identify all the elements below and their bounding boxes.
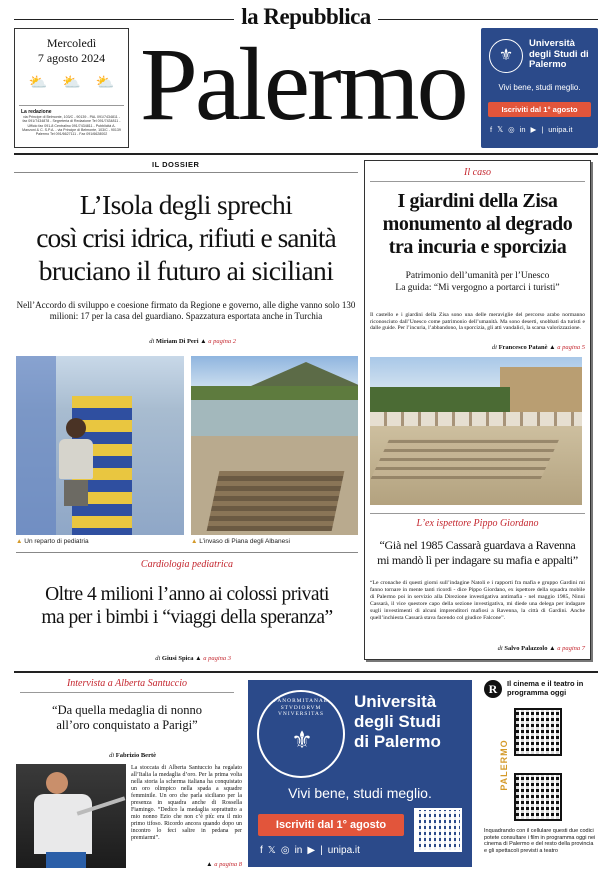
- ad-top-cta-button[interactable]: Iscriviti dal 1° agosto: [488, 102, 591, 117]
- dossier-summary: Nell’Accordo di sviluppo e coesione firmato da Regione e governo, alle dighe vanno solo 130 milioni: 17 per la casa del guardiano. Spazzatura esportata anche in Turchia: [16, 300, 356, 321]
- photo-pediatria: [16, 356, 184, 535]
- zisa-subhead-2: La guida: “Mi vergogno a portarci i turisti”: [395, 283, 560, 293]
- ad-big-university-name: Università degli Studi di Palermo: [354, 692, 441, 751]
- ad-big-site[interactable]: unipa.it: [327, 845, 360, 856]
- giordano-headline-line-1: “Già nel 1985 Cassarà guardava a Ravenna: [379, 538, 576, 552]
- cinema-vertical-label: PALERMO: [499, 739, 509, 791]
- giordano-headline: [364, 538, 591, 567]
- giordano-headline-line-2: mi mandò lì per indagare su mafia e appalti”: [377, 552, 578, 567]
- ad-top-site[interactable]: unipa.it: [548, 125, 573, 134]
- zisa-headline-line-1: I giardini della Zisa: [397, 190, 558, 212]
- cinema-logo-icon: R: [484, 680, 502, 698]
- zisa-body: Il castello e i giardini della Zisa sono una delle meraviglie del percorso arabo normanno riconosciuto dall’Unesco come patrimonio dell’umanità. Ma sono deserti, snobbati da turisti e dalle guide. Per l’incuria, l’abbandono, la sporcizia, gli atti vandalici, la scarsa valorizzazione.: [370, 312, 585, 332]
- dossier-headline: [10, 188, 362, 287]
- cardiologia-headline-line-1: Oltre 4 milioni l’anno ai colossi privati: [45, 584, 329, 605]
- dossier-headline-line-2: così crisi idrica, rifiuti e sanità: [36, 222, 336, 253]
- dossier-author: Miriam Di Peri: [155, 338, 199, 345]
- photo-zisa: [370, 357, 582, 505]
- ad-big-cta-button[interactable]: Iscriviti dal 1° agosto: [258, 814, 404, 836]
- weekday: Mercoledì: [46, 36, 97, 50]
- dossier-byline: di Miriam Di Peri ▲ a pagina 2: [149, 338, 236, 345]
- photo-santuccio: [16, 764, 126, 868]
- cardiologia-author: Giusi Spica: [161, 655, 194, 662]
- cinema-qr-code-icon[interactable]: [514, 708, 562, 756]
- big-linkedin-icon[interactable]: in: [294, 845, 303, 856]
- cardiologia-page-ref[interactable]: a pagina 3: [203, 655, 231, 662]
- dossier-page-ref[interactable]: a pagina 2: [208, 338, 236, 345]
- zisa-byline: di Francesco Patanè ▲ a pagina 5: [491, 344, 585, 351]
- zisa-headline-line-2: monumento al degrado: [382, 213, 573, 235]
- big-youtube-icon[interactable]: ▶: [307, 845, 316, 856]
- santuccio-byline: di Fabrizio Bertè: [109, 752, 156, 759]
- santuccio-headline-line-2: all’oro conquistato a Parigi”: [56, 718, 198, 732]
- santuccio-author: Fabrizio Bertè: [115, 752, 156, 759]
- seal-text: PANORMITANAE STVDIORVM VNIVERSITAS: [273, 698, 329, 717]
- ad-top-university-name: Università degli Studi di Palermo: [529, 38, 589, 70]
- masthead-rule: [14, 153, 598, 155]
- big-facebook-icon[interactable]: f: [260, 845, 263, 856]
- giordano-kicker: L’ex ispettore Pippo Giordano: [416, 518, 539, 529]
- giordano-body: “Le cronache di questi giorni sull’indagine Natoli e i rapporti fra mafia e gruppo Gardini mi fanno tornare in mente tanti ricordi - dice Pippo Giordano, ex ispettore della squadra mobile di Palermo poi in servizio alla Direzione investigativa antimafia - nel maggio 1985, Ninni Cassarà, il vice questore capo della sezione investigativa, mi diede una delega per indagare sugli investimenti di alcuni imprenditori mafiosi a Ravenna, la città di Gardini. Anche quell’inchiesta Cassarà stava facendo col giudice Falcone”.: [370, 580, 585, 621]
- redazione-text: via Principe di Belmonte, 103/C - 90139 - PAL 091/7434811 - fax 091/7434878 - Segreteria di Redazione Tel 091/7434811 - Ufficio fax 091-8 Centralino 091/7434811 - Pubblicità A. Manzoni & C. S.P.A. - via Principe di Belmonte, 103/C - 90139 Palermo Tel 091/6627111 - Fax 091/6628002: [22, 115, 121, 137]
- cardiologia-byline: di Giusi Spica ▲ a pagina 3: [155, 655, 231, 662]
- date-box: [14, 28, 129, 148]
- giordano-byline: di Salvo Palazzolo ▲ a pagina 7: [497, 645, 585, 652]
- ad-big-qr-icon[interactable]: [414, 808, 462, 852]
- big-x-icon[interactable]: 𝕏: [267, 845, 276, 856]
- weather-evening-icon: ⛅: [95, 75, 115, 91]
- santuccio-headline: [14, 703, 240, 733]
- weather-afternoon-icon: ⛅: [62, 75, 81, 91]
- santuccio-page-ref[interactable]: a pagina 8: [214, 861, 242, 868]
- date: 7 agosto 2024: [37, 51, 106, 65]
- ad-top-social-row: f 𝕏 ◎ in ▶ | unipa.it: [490, 125, 573, 134]
- santuccio-page-ref-row: ▲ a pagina 8: [206, 861, 242, 868]
- ad-big-slogan: Vivi bene, studi meglio.: [288, 785, 432, 801]
- dossier-headline-line-1: L’Isola degli sprechi: [79, 189, 293, 220]
- giordano-page-ref[interactable]: a pagina 7: [557, 645, 585, 652]
- zisa-kicker: Il caso: [464, 167, 491, 178]
- zisa-author: Francesco Patanè: [498, 344, 548, 351]
- cardiologia-headline-line-2: ma per i bimbi i “viaggi della speranza”: [41, 607, 333, 628]
- zisa-subhead: [364, 270, 591, 294]
- dossier-headline-line-3: bruciano il futuro ai siciliani: [38, 255, 334, 286]
- dossier-rule: [14, 172, 358, 173]
- youtube-icon[interactable]: ▶: [530, 125, 537, 134]
- ad-big-university[interactable]: [248, 680, 472, 867]
- santuccio-kicker: Intervista a Alberta Santuccio: [66, 678, 188, 689]
- giordano-author: Salvo Palazzolo: [504, 645, 548, 652]
- santuccio-headline-line-1: “Da quella medaglia di nonno: [52, 703, 202, 717]
- santuccio-body: La stoccata di Alberta Santuccio ha regalato all’Italia la medaglia d’oro. Per la prima volta nella storia la scherma italiana ha conquistato un oro olimpico nella spada a squadre femminile. Un oro che parla siciliano per la presenza in squadra anche di Rossella Fiamingo. “Dedico la medaglia soprattutto a mio nonno Ezio che non c’è più: era il mio primo tifoso. Ricordo ancora quando dopo un incontro lo feci salire in pedana per premiarmi”.: [131, 765, 242, 841]
- brand-rule-right: [378, 19, 598, 20]
- facebook-icon[interactable]: f: [490, 125, 493, 134]
- weather-morning-icon: ⛅: [28, 75, 48, 91]
- zisa-page-ref[interactable]: a pagina 5: [557, 344, 585, 351]
- weather-row: [15, 73, 128, 92]
- ad-top-university[interactable]: [481, 28, 598, 148]
- instagram-icon[interactable]: ◎: [508, 125, 515, 134]
- unipa-seal-icon: ⚜: [489, 39, 523, 73]
- redazione-title: La redazione: [21, 109, 52, 115]
- cinema-title: Il cinema e il teatro in programma oggi: [507, 679, 584, 697]
- zisa-headline-line-3: tra incuria e sporcizia: [388, 236, 567, 258]
- cardiologia-headline: [12, 583, 362, 629]
- caption-pediatria: ▲ Un reparto di pediatria: [16, 538, 89, 545]
- brand-name: la Repubblica: [241, 4, 371, 29]
- brand-rule-left: [14, 19, 234, 20]
- ad-big-social-row: f 𝕏 ◎ in ▶ | unipa.it: [260, 845, 360, 856]
- child-figure-icon: [58, 418, 94, 508]
- zisa-headline: [364, 190, 591, 259]
- lower-rule: [14, 671, 598, 673]
- linkedin-icon[interactable]: in: [519, 125, 526, 134]
- caption-piana: ▲ L’invaso di Piana degli Albanesi: [191, 538, 290, 545]
- big-instagram-icon[interactable]: ◎: [280, 845, 290, 856]
- cinema-text: Inquadrando con il cellulare questi due codici potete consultare i film in programma oggi nei cinema di Palermo e del resto della provincia e gli spettacoli previsti a teatro: [484, 828, 596, 854]
- x-icon[interactable]: 𝕏: [497, 125, 504, 134]
- photo-piana-albanesi: [191, 356, 358, 535]
- cardiologia-kicker: Cardiologia pediatrica: [140, 559, 234, 570]
- dossier-label: IL DOSSIER: [152, 160, 200, 169]
- unipa-big-seal-icon: PANORMITANAE STVDIORVM VNIVERSITAS ⚜: [257, 690, 345, 778]
- ad-top-slogan: Vivi bene, studi meglio.: [498, 83, 581, 92]
- theatre-qr-code-icon[interactable]: [514, 773, 562, 821]
- zisa-subhead-1: Patrimonio dell’umanità per l’Unesco: [405, 271, 550, 281]
- city-title: Palermo: [140, 27, 466, 142]
